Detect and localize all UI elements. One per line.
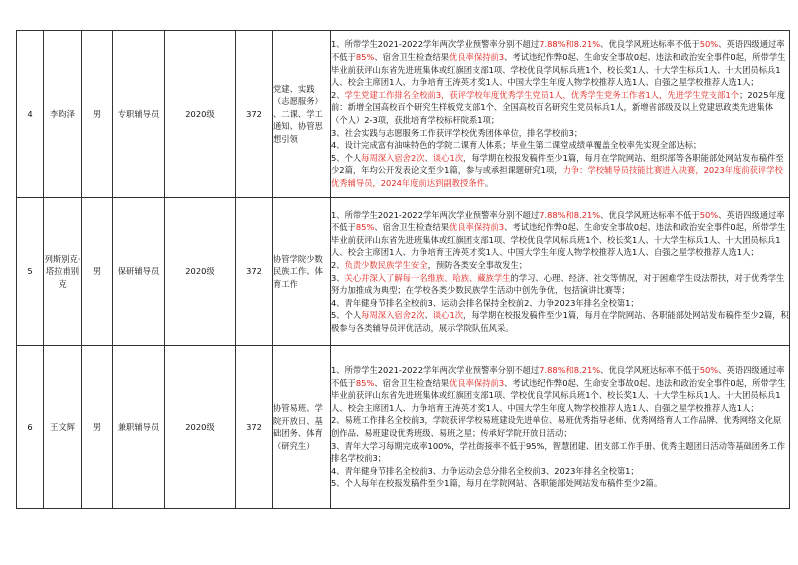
highlight-text: 负责少数民族学生安全 <box>344 259 428 270</box>
desc-text: 、 <box>424 310 433 321</box>
highlight-text: 谈心1次 <box>432 152 464 163</box>
target-item: 4、青年健身节排名全校前3、运动会排名保持全校前2、力争2023年排名全校第1； <box>331 297 639 308</box>
desc-text: 、英语四级通过率不低于 <box>331 209 785 233</box>
desc-text: 5、个人 <box>331 310 362 321</box>
desc-text: 2、 <box>331 89 345 100</box>
desc-text: 、优良学风班达标率不低于 <box>600 365 700 376</box>
target-item <box>331 309 789 334</box>
target-item <box>331 89 789 127</box>
highlight-text: 7.88%和8.21% <box>539 365 601 376</box>
highlight-text: 7.88%和8.21% <box>539 39 601 50</box>
desc-text: 、优良学风班达标率不低于 <box>600 209 700 220</box>
highlight-text: 85% <box>355 222 375 233</box>
desc-text: 、宿舍卫生检查结果 <box>374 52 450 63</box>
target-description-cell <box>331 198 790 346</box>
name-cell: 王文辉 <box>44 346 82 509</box>
highlight-text: 关心并深入了解每一名维族、哈族、藏族学生 <box>344 272 511 283</box>
gender-cell: 男 <box>82 346 113 509</box>
target-item <box>331 152 789 190</box>
target-item <box>331 364 789 414</box>
count-cell: 372 <box>236 31 273 198</box>
highlight-text: 学生党建工作排名全校前3，获评学校年度优秀学生党员1人，优秀学生党务工作者1人，先进学生党支部1个 <box>344 89 740 100</box>
topic-line: 协管学院少数 <box>273 253 323 264</box>
desc-text: ，每学期在校报发稿件至少1篇，每月在学院网站、各职能部处网站发布稿件至少2篇，积极参与各类辅导员评优活动，展示学院队伍风采。 <box>331 310 789 333</box>
name-cell: 列斯别克·塔拉甫别克 <box>44 198 82 346</box>
topic-line: 民族工作、体 <box>273 266 323 277</box>
target-item <box>331 272 789 297</box>
target-item: 3、社会实践与志愿服务工作获评学校优秀团体单位，排名学校前3； <box>331 127 583 138</box>
target-item: 4、设计完成富有油味特色的学院二课育人体系；毕业生第二课堂成绩单覆盖全校率先实现全部达标； <box>331 140 702 151</box>
desc-text: 、 <box>424 152 433 163</box>
target-item <box>331 259 789 272</box>
desc-text: 、考试违纪作弊0起、生命安全事故0起、违法和政治安全事件0起，所带学生毕业前获评山东省先进班集体或红旗团支部1项、学校优良学风标兵班1个、校长奖1人、十大学生标兵1人、十大团员标兵1人、校会主席团1人、力争培育王涛英才奖1人、中国大学生年度人物学校推荐人选1人、自强之星学校推荐人选1人； <box>331 52 786 88</box>
highlight-text: 50% <box>699 209 719 220</box>
desc-text: 2、 <box>331 259 345 270</box>
highlight-text: 力争：学校辅导员技能比赛进入决赛，2023年度前获评学校优秀辅导员，2024年度前达到副教授条件 <box>331 165 783 188</box>
highlight-text: 85% <box>355 377 375 388</box>
topic-cell <box>273 198 331 346</box>
highlight-text: 每周深入宿舍2次 <box>361 310 425 321</box>
topic-line: 院开放日、基 <box>273 415 323 426</box>
topic-line: 础团务、体育 <box>273 428 323 438</box>
topic-line: 协管易班、学 <box>273 403 323 413</box>
desc-text: 1、所带学生2021-2022学年两次学业预警率分别不超过 <box>331 39 540 50</box>
count-cell: 372 <box>236 198 273 346</box>
target-item <box>331 38 789 88</box>
desc-text: 1、所带学生2021-2022学年两次学业预警率分别不超过 <box>331 365 540 376</box>
highlight-text: 谈心1次 <box>432 310 464 321</box>
highlight-text: 优良率保持前3 <box>449 222 505 233</box>
table-body <box>17 31 790 509</box>
desc-text: 、英语四级通过率不低于 <box>331 365 785 388</box>
no-cell: 6 <box>17 346 44 509</box>
topic-cell <box>273 31 331 198</box>
desc-text: 3、 <box>331 272 345 283</box>
topic-line: （研究生） <box>273 440 315 451</box>
desc-text: 、考试违纪作弊0起、生命安全事故0起、违法和政治安全事件0起，所带学生毕业前获评山东省先进班集体或红旗团支部1项、学校优良学风标兵班1个、校长奖1人、十大学生标兵1人、十大团员标兵1人、校会主席团1人、力争培育王涛英才奖1人、中国大学生年度人物学校推荐人选1人、自强之星学校推荐人选1人； <box>331 377 786 413</box>
topic-line: 通知、协管思 <box>273 121 323 132</box>
desc-text: ，每学期在校报发稿件至少1篇，每月在学院网站、组织部等各职能部处网站发布稿件至少2篇，年均公开发表论文至少1篇，参与或承担课题研究1项， <box>331 152 784 176</box>
target-description-cell <box>331 31 790 198</box>
highlight-text: 50% <box>699 365 719 376</box>
topic-line: 、二课、学工 <box>273 108 323 119</box>
desc-text: 、优良学风班达标率不低于 <box>600 39 700 50</box>
highlight-text: 7.88%和8.21% <box>539 209 601 220</box>
target-item: 4、青年健身节排名全校前3、力争运动会总分排名全校前3、2023年排名全校第1； <box>331 465 639 476</box>
table-row <box>17 31 790 198</box>
topic-line: 育工作 <box>273 278 298 289</box>
target-description-cell <box>331 346 790 509</box>
target-item: 3、青年大学习每期完成率100%，学社街接率不低于95%，智慧团建、团支部工作手册、优秀主题团日活动等基础团务工作排名学校前3； <box>331 440 785 464</box>
grade-cell: 2020级 <box>165 346 236 509</box>
staff-target-table <box>16 30 790 509</box>
table-row <box>17 198 790 346</box>
count-cell: 372 <box>236 346 273 509</box>
no-cell: 4 <box>17 31 44 198</box>
desc-text: 5、个人 <box>331 152 362 163</box>
highlight-text: 50% <box>699 39 719 50</box>
topic-cell <box>273 346 331 509</box>
gender-cell: 男 <box>82 31 113 198</box>
desc-text: 。 <box>484 177 494 188</box>
highlight-text: 每周深入宿舍2次 <box>361 152 425 163</box>
grade-cell: 2020级 <box>165 31 236 198</box>
no-cell: 5 <box>17 198 44 346</box>
target-item: 2、易班工作排名全校前3，学院获评学校易班建设先进单位、易班优秀指导老师、优秀网络育人工作品牌、优秀网络文化原创作品、易班建设优秀班级、易班之星；传承好学院开放日活动； <box>331 415 782 438</box>
desc-text: 、英语四级通过率不低于 <box>331 39 785 63</box>
highlight-text: 优良率保持前3 <box>449 377 505 388</box>
role-cell: 保研辅导员 <box>113 198 165 346</box>
role-cell: 专职辅导员 <box>113 31 165 198</box>
table-row <box>17 346 790 509</box>
gender-cell: 男 <box>82 198 113 346</box>
grade-cell: 2020级 <box>165 198 236 346</box>
desc-text: 1、所带学生2021-2022学年两次学业预警率分别不超过 <box>331 209 540 220</box>
desc-text: ，预防各类安全事故发生； <box>427 259 528 270</box>
desc-text: ；2025年度前：新增全国高校百个研究生样板党支部1个、全国高校百名研究生党员标兵1人，新增省部级及以上党建思政类先进集体（个人）2-3项，获批培育学校标杆院系1项； <box>331 89 786 125</box>
desc-text: 、宿舍卫生检查结果 <box>374 377 450 388</box>
highlight-text: 优良率保持前3 <box>449 52 505 63</box>
topic-line: （志愿服务） <box>273 96 323 107</box>
target-item: 5、个人每年在校报发稿件至少1篇，每月在学院网站、各职能部处网站发布稿件至少2篇。 <box>331 478 663 489</box>
topic-line: 党建、实践 <box>273 83 315 94</box>
name-cell: 李昀泽 <box>44 31 82 198</box>
highlight-text: 85% <box>355 52 375 63</box>
role-cell: 兼职辅导员 <box>113 346 165 509</box>
target-item <box>331 209 789 259</box>
desc-text: 、考试违纪作弊0起、生命安全事故0起、违法和政治安全事件0起，所带学生毕业前获评山东省先进班集体或红旗团支部1项、学校优良学风标兵班1个、校长奖1人、十大学生标兵1人、十大团员标兵1人、校会主席团1人、力争培育王涛英才奖1人、中国大学生年度人物学校推荐人选1人、自强之星学校推荐人选1人； <box>331 222 786 258</box>
topic-line: 想引领 <box>273 133 298 144</box>
desc-text: 的学习、心理、经济、社交等情况，对于困难学生设法帮扶，对于优秀学生努力加推成为典型；在学校各类少数民族学生活动中创先争优，包括演讲比赛等； <box>331 272 785 296</box>
desc-text: 、宿舍卫生检查结果 <box>374 222 450 233</box>
